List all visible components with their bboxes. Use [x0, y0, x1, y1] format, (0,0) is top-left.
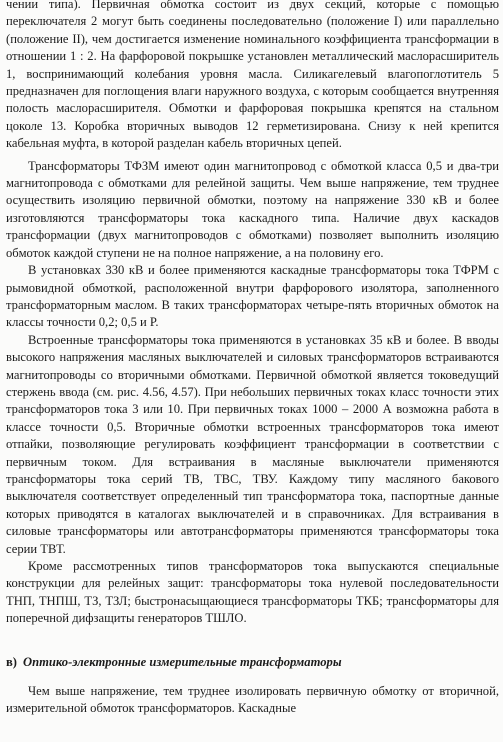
paragraph-1: чении типа). Первичная обмотка состоит из двух секций, которые с помощью переключателя 2 могут быть соединены последовательно (положение I) или параллельно (положение II), чем достигается изменение номинального коэффициента трансформации в отношении 1 : 2. На фарфоровой покрышке установлен металлический маслорасширитель 1, воспринимающий колебания уровня масла. Силикагелевый влагопоглотитель 5 предназначен для поглощения влаги наружного воздуха, с которым сообщается внутренняя полость маслорасширителя. Обмотки и фарфоровая покрышка крепятся на стальном цоколе 13. Коробка вторичных выводов 12 герметизирована. Снизу к ней крепится кабельная муфта, в которой разделан кабель вторичных цепей. [6, 0, 499, 151]
paragraph-6: Чем выше напряжение, тем труднее изолировать первичную обмотку от вторичной, измерительной обмоток трансформаторов. Каскадные [6, 683, 499, 716]
section-title: Оптико-электронные измерительные трансформаторы [23, 654, 342, 669]
paragraph-2: Трансформаторы ТФЗМ имеют один магнитопровод с обмоткой класса 0,5 и два-три магнитопровода с обмотками для релейной защиты. Чем выше напряжение, тем труднее осуществить изоляцию первичной обмотки, поэтому на напряжение 330 кВ и более изготовляются трансформаторы тока каскадного типа. Наличие двух каскадов трансформации (двух магнитопроводов с обмотками) позволяет выполнить изоляцию обмоток каждой ступени не на полное напряжение, а на половину его. [6, 158, 499, 260]
paragraph-4: Встроенные трансформаторы тока применяются в установках 35 кВ и более. В вводы высокого напряжения масляных выключателей и силовых трансформаторов встраиваются магнитопроводы со вторичными обмотками. Первичной обмоткой является токоведущий стержень ввода (см. рис. 4.56, 4.57). При небольших первичных токах класс точности этих трансформаторов тока 3 или 10. При первичных токах 1000 – 2000 А возможна работа в классе точности 0,5. Вторичные обмотки встроенных трансформаторов тока имеют отпайки, позволяющие регулировать коэффициент трансформации в соответствии с первичным током. Для встраивания в масляные выключатели применяются трансформаторы тока серий ТВ, ТВС, ТВУ. Каждому типу масляного бакового выключателя соответствует определенный тип трансформатора тока, паспортные данные которых приводятся в каталогах выключателей и в справочниках. Для встраивания в силовые трансформаторы или автотрансформаторы применяются трансформаторы тока серии ТВТ. [6, 332, 499, 556]
paragraph-5: Кроме рассмотренных типов трансформаторов тока выпускаются специальные конструкции для релейных защит: трансформаторы тока нулевой последовательности ТНП, ТНПШ, ТЗ, ТЗЛ; быстронасыщающиеся трансформаторы ТКБ; трансформаторы для поперечной дифзащиты генераторов ТШЛО. [6, 559, 499, 626]
section-marker: в) [6, 654, 17, 669]
section-heading [6, 654, 499, 671]
paragraph-3: В установках 330 кВ и более применяются каскадные трансформаторы тока ТФРМ с рымовидной обмоткой, расположенной внутри фарфорового изолятора, заполненного трансформаторным маслом. В таких трансформаторах четыре-пять вторичных обмоток на классы точности 0,2; 0,5 и Р. [6, 263, 499, 330]
